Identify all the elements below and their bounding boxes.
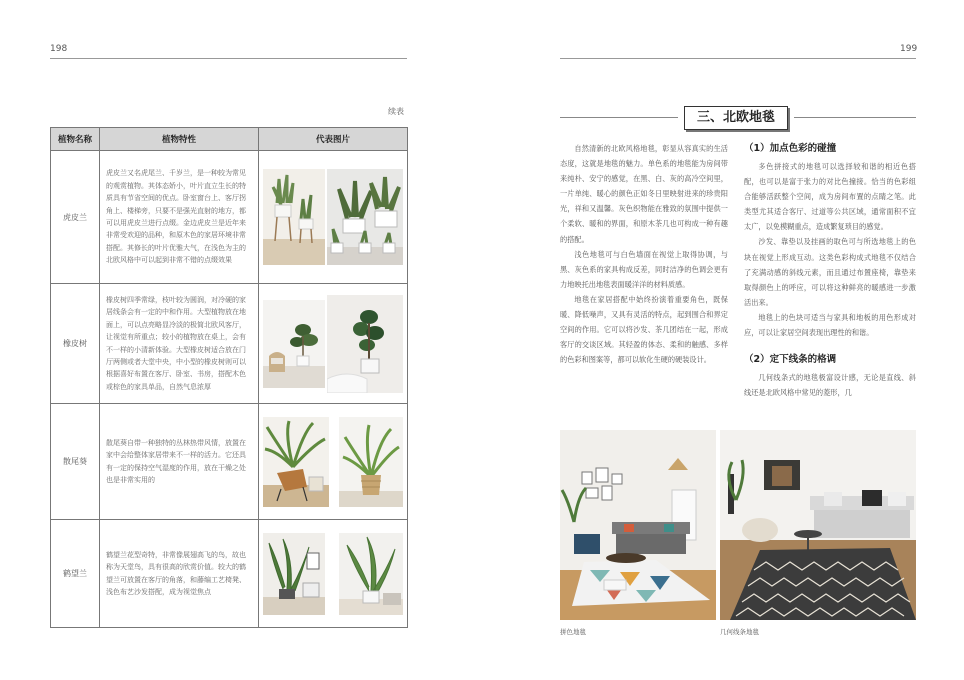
plant-photo: [327, 169, 403, 265]
paragraph: 多色拼接式的地毯可以选择较和谐的相近色搭配，也可以是富于张力的对比色撞接。恰当的色彩组合能够活跃整个空间，成为房间布置的点睛之笔。此类型尤其适合客厅、过道等公共区域，通常面积不宜太广，以免模糊重点，造成繁复琐目的感觉。: [744, 162, 916, 232]
subheading: （2）定下线条的格调: [744, 354, 837, 366]
paragraph: 地毯上的色块可适当与家具和地板的用色形成对应，可以让家居空间表现出理性的和谐。: [744, 312, 916, 338]
table-row: [51, 520, 408, 628]
plant-description: 橡皮树四季常绿，枝叶较为圆润，对冷硬的家居线条会有一定的中和作用。大型植物放在地面上，可以点亮略显冷淡的极简北欧风客厅，让视觉有所重点；较小的植物放在桌上，会有不一样的小清新体验。大型橡皮树适合放在门厅两侧或者大堂中央，中小型的橡皮树则可以根据喜好布置在客厅、卧室、书房，搭配木色或棕色的家具单品，自然气息浓厚: [100, 284, 259, 404]
table-row: [51, 151, 408, 284]
header-plant-name: 植物名称: [51, 128, 100, 151]
plant-photo: [263, 417, 329, 507]
header-rule-left: [50, 58, 407, 59]
paragraph: 沙发、靠垫以及挂画的取色可与所选地毯上的色块在视觉上形成互动。这类色彩构成式地毯不仅结合了充满动感的斜线元素，而且通过布置座椅，靠垫来取得颜色上的呼应，可以将这种鲜亮的暖感进一步激活出来。: [744, 237, 916, 307]
table-row: [51, 284, 408, 404]
plant-photo: [263, 533, 325, 615]
plant-table: [50, 127, 408, 628]
continued-label: 续表: [388, 107, 404, 116]
plant-description: 虎皮兰又名虎尾兰、千岁兰，是一种较为常见的观赏植物。其体态娇小，叶片直立生长的特质具有节省空间的优点。卧室窗台上、客厅拐角上、楼梯旁，只要不是强光直射的地方，都可以用虎皮兰进行点缀。金边虎皮兰是近年来非常受欢迎的品种，和原木色的家居环境非常搭配。其修长的叶片优雅大气，在浅色为主的北欧风格中可以起到非常不错的点缀效果: [100, 151, 259, 284]
paragraph: 几何线条式的地毯极富设计感，无论是直线、斜线还是北欧风格中常见的菱形，几: [744, 373, 916, 398]
room-photo-color-rug: [560, 430, 716, 620]
plant-description: 散尾葵自带一种独特的丛林热带风情，放置在家中会给整体家居带来不一样的活力。它还具有一定的保持空气湿度的作用，放在干燥之处也是非常实用的: [100, 404, 259, 520]
plant-name: 虎皮兰: [51, 151, 100, 284]
section-line-left: [560, 117, 678, 118]
page-number-right: 199: [900, 44, 918, 54]
plant-photo: [327, 295, 403, 393]
plant-name: 散尾葵: [51, 404, 100, 520]
right-page: [482, 0, 964, 680]
body-column-right: [744, 141, 916, 400]
plant-name: 橡皮树: [51, 284, 100, 404]
page-number-left: 198: [50, 44, 68, 54]
section-title: 三、北欧地毯: [684, 106, 788, 130]
caption-geometric-rug: 几何线条地毯: [720, 628, 759, 636]
plant-photo: [339, 417, 403, 507]
table-header-row: [51, 128, 408, 151]
header-rule-right: [560, 58, 916, 59]
plant-photos: [259, 404, 408, 520]
plant-name: 鹤望兰: [51, 520, 100, 628]
plant-description: 鹤望兰花型奇特，非常像展翅高飞的鸟，故也称为天堂鸟，具有很高的欣赏价值。较大的鹤望兰可放置在客厅的角落，和藤编工艺椅凳、浅色布艺沙发搭配，成为视觉焦点: [100, 520, 259, 628]
plant-photos: [259, 284, 408, 404]
paragraph: 地毯在家居搭配中始终扮演着重要角色，既保暖、降低噪声，又具有灵活的特点，起到围合和界定空间的作用。它可以将沙发、茶几团结在一起，形成客厅的交谈区域。其轻盈的体态、柔和的触感、多样的色彩和图案等，都可以软化生硬的硬装设计。: [560, 294, 728, 365]
table-row: [51, 404, 408, 520]
paragraph: 自然清新的北欧风格地毯，彰显从容真实的生活态度，这就是地毯的魅力。单色系的地毯能为房间带来纯朴、安宁的感觉，在黑、白、灰的高冷空间里，一片单纯、暖心的颜色正如冬日里映射进来的珍贵阳光，祥和又温馨。灰色织物能在雅致的氛围中提供一个柔软、暖和的界面，和原木茶几也可构成一种有趣的搭配。: [560, 144, 728, 244]
caption-color-rug: 拼色地毯: [560, 628, 586, 636]
plant-photos: [259, 520, 408, 628]
plant-photo: [263, 169, 325, 265]
body-column-left: [560, 141, 728, 367]
header-photo: 代表图片: [259, 128, 408, 151]
section-line-right: [794, 117, 916, 118]
plant-photo: [339, 533, 403, 615]
header-plant-traits: 植物特性: [100, 128, 259, 151]
plant-photo: [263, 300, 325, 388]
paragraph: 浅色地毯可与白色墙面在视觉上取得协调，与黑、灰色系的家具构成反差，同时洁净的色调会更有力地映托出地毯表面暖洋洋的材料质感。: [560, 249, 728, 289]
subheading: （1）加点色彩的碰撞: [744, 143, 837, 154]
room-photo-geometric-rug: [720, 430, 916, 620]
plant-photos: [259, 151, 408, 284]
